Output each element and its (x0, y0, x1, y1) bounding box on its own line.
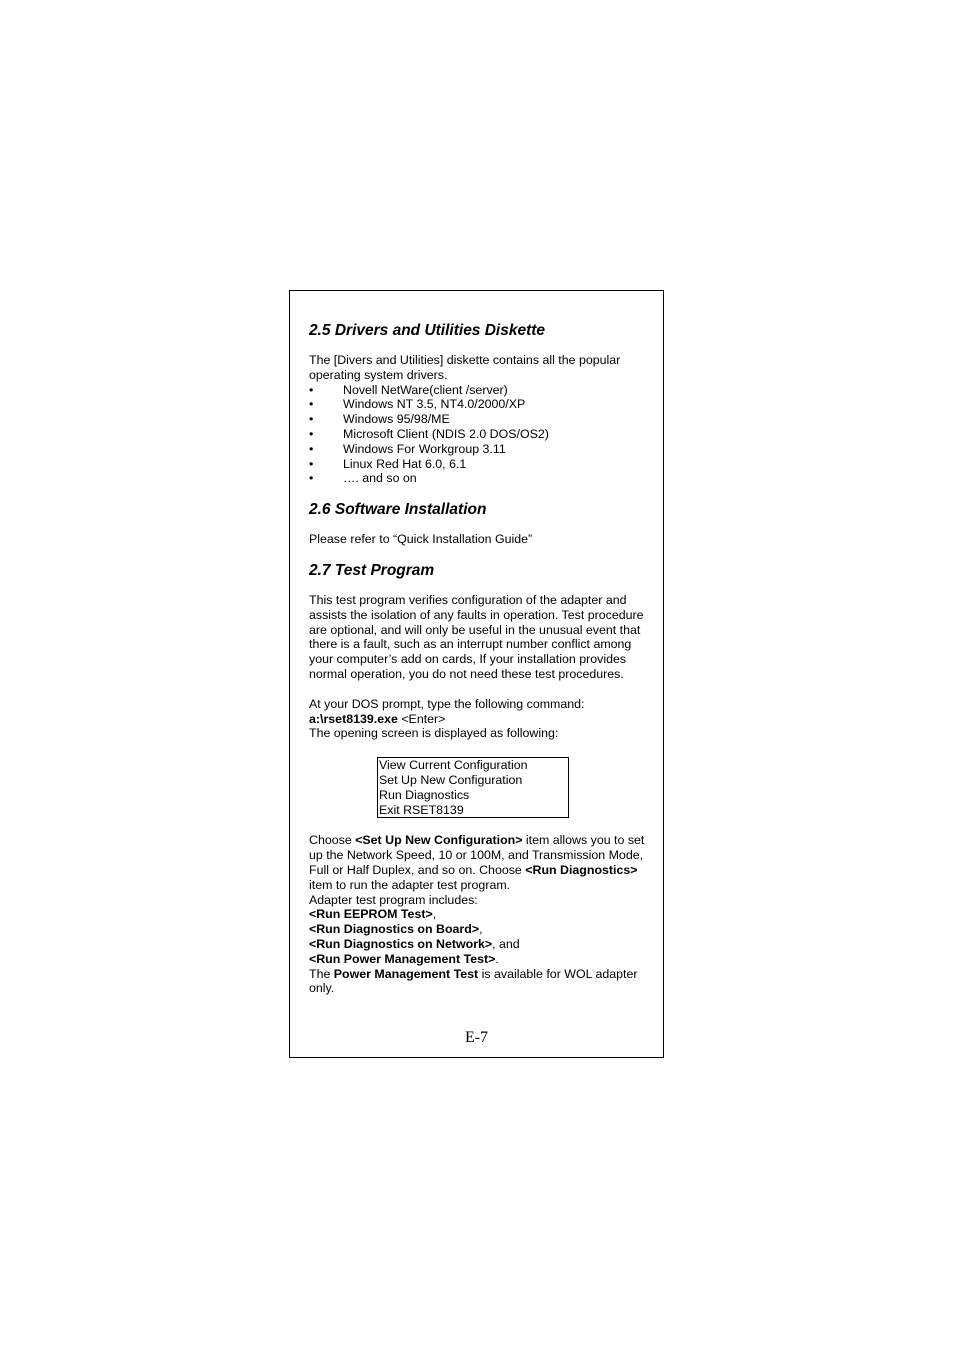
list-item: • Windows For Workgroup 3.11 (309, 442, 649, 457)
page-content (309, 322, 649, 996)
section-heading-2-5: 2.5 Drivers and Utilities Diskette (309, 322, 546, 339)
test-suffix: , and (492, 936, 520, 951)
list-item: • Windows 95/98/ME (309, 412, 649, 427)
command-line (309, 712, 649, 727)
test-label: <Run Diagnostics on Board> (309, 922, 480, 937)
driver-list (309, 383, 649, 487)
wol-bold: Power Management Test (333, 966, 479, 981)
test-suffix: . (495, 951, 499, 966)
test-label: <Run Power Management Test> (309, 951, 496, 966)
page-frame (289, 290, 664, 1058)
menu-item-view-config: View Current Configuration (379, 758, 528, 773)
page-number: E-7 (464, 1029, 489, 1046)
choose-paragraph (309, 833, 649, 892)
list-item: • Linux Red Hat 6.0, 6.1 (309, 457, 649, 472)
command-suffix: <Enter> (397, 711, 446, 726)
install-text: Please refer to “Quick Installation Guide” (309, 532, 533, 547)
command-text: a:\rset8139.exe (309, 711, 398, 726)
menu-item-run-diagnostics: Run Diagnostics (379, 787, 470, 802)
choose-text-3: item to run the adapter test program. (309, 877, 511, 892)
list-item: • Novell NetWare(client /server) (309, 383, 649, 398)
list-item: • Microsoft Client (NDIS 2.0 DOS/OS2) (309, 427, 649, 442)
test-suffix: , (479, 922, 483, 937)
test-label: <Run EEPROM Test> (309, 907, 433, 922)
menu-item-setup-config: Set Up New Configuration (379, 772, 523, 787)
menu-item-exit: Exit RSET8139 (379, 802, 464, 817)
list-item: • …. and so on (309, 471, 649, 486)
includes-line: Adapter test program includes: (309, 892, 478, 907)
test-label: <Run Diagnostics on Network> (309, 936, 493, 951)
opening-screen-line: The opening screen is displayed as following: (309, 726, 559, 741)
test-program-description: This test program verifies configuration of the adapter and assists the isolation of any faults in operation. Test procedure are optional, and will only be useful in the unusual event that there is a fault, such as an interrupt number conflict among your computer’s add on cards, If your installation provides normal operation, you do not need these test procedures. (309, 592, 644, 681)
test-item (309, 907, 649, 922)
dos-prompt-line: At your DOS prompt, type the following command: (309, 696, 585, 711)
list-item: • Windows NT 3.5, NT4.0/2000/XP (309, 397, 649, 412)
test-suffix: , (432, 907, 437, 922)
wol-text-2: is available for WOL adapter only. (309, 966, 638, 996)
test-item (309, 937, 649, 952)
wol-text-1: The (309, 966, 334, 981)
rset-menu-box (377, 757, 569, 818)
drivers-intro: The [Divers and Utilities] diskette contains all the popular operating system drivers. (309, 353, 621, 382)
test-item (309, 952, 649, 967)
choose-bold-1: <Set Up New Configuration> (355, 833, 523, 848)
choose-text-1: Choose (309, 833, 356, 848)
wol-note (309, 967, 649, 997)
choose-text-2: item allows you to set up the Network Speed, 10 or 100M, and Transmission Mode, Full or Half Duplex, and so on. Choose (309, 833, 645, 877)
choose-bold-2: <Run Diagnostics> (525, 862, 638, 877)
section-heading-2-7: 2.7 Test Program (309, 561, 435, 579)
test-item (309, 922, 649, 937)
section-heading-2-6: 2.6 Software Installation (309, 501, 487, 519)
